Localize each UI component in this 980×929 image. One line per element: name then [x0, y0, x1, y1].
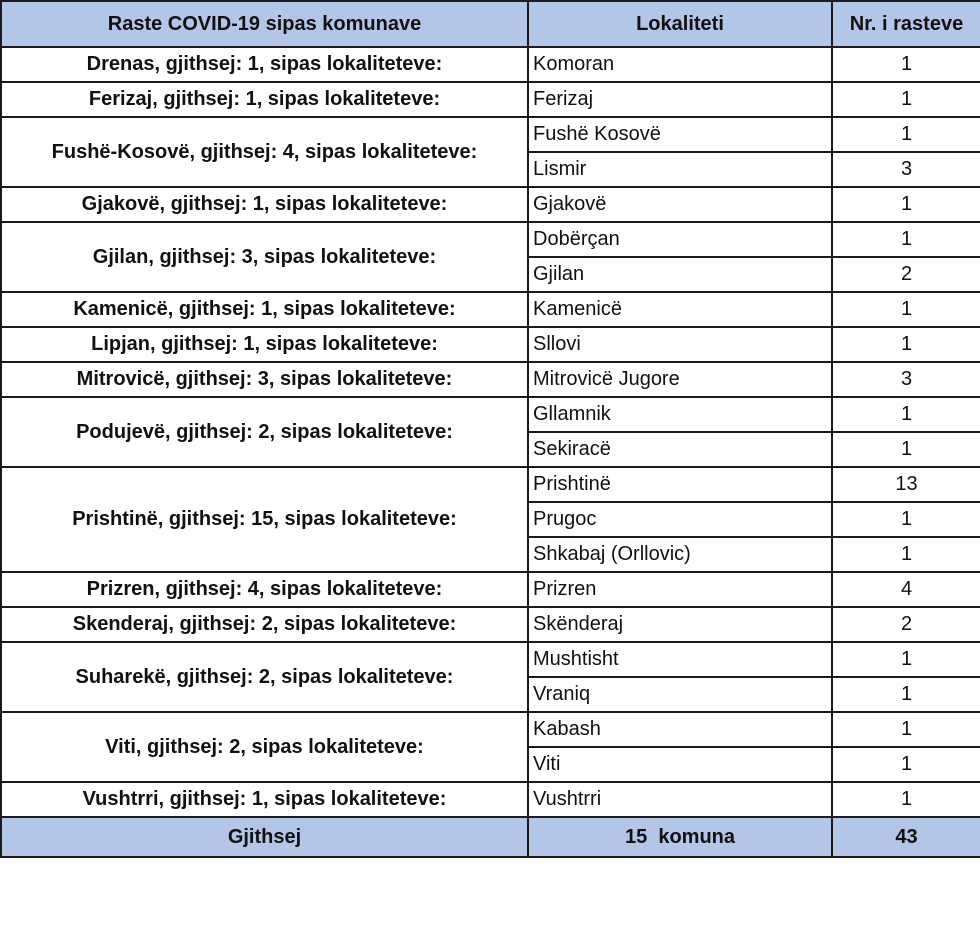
locality-cell: Skënderaj	[528, 607, 832, 642]
municipality-cell: Suharekë, gjithsej: 2, sipas lokaliteteve:	[1, 642, 528, 712]
table-row	[1, 782, 980, 817]
municipality-cell: Drenas, gjithsej: 1, sipas lokaliteteve:	[1, 47, 528, 82]
table-row	[1, 82, 980, 117]
locality-cell: Viti	[528, 747, 832, 782]
cases-cell: 1	[832, 187, 980, 222]
total-label: Gjithsej	[1, 817, 528, 857]
cases-cell: 1	[832, 537, 980, 572]
header-row	[1, 1, 980, 47]
locality-cell: Gjakovë	[528, 187, 832, 222]
table-row	[1, 117, 980, 152]
locality-cell: Komoran	[528, 47, 832, 82]
cases-cell: 1	[832, 397, 980, 432]
municipality-cell: Viti, gjithsej: 2, sipas lokaliteteve:	[1, 712, 528, 782]
table-row	[1, 397, 980, 432]
municipality-cell: Gjakovë, gjithsej: 1, sipas lokaliteteve:	[1, 187, 528, 222]
municipality-cell: Fushë-Kosovë, gjithsej: 4, sipas lokaliteteve:	[1, 117, 528, 187]
cases-cell: 1	[832, 677, 980, 712]
locality-cell: Sekiracë	[528, 432, 832, 467]
cases-cell: 1	[832, 327, 980, 362]
locality-cell: Mushtisht	[528, 642, 832, 677]
cases-cell: 2	[832, 257, 980, 292]
header-municipality: Raste COVID-19 sipas komunave	[1, 1, 528, 47]
table-row	[1, 327, 980, 362]
table-row	[1, 187, 980, 222]
locality-cell: Lismir	[528, 152, 832, 187]
locality-cell: Fushë Kosovë	[528, 117, 832, 152]
cases-cell: 1	[832, 747, 980, 782]
locality-cell: Vushtrri	[528, 782, 832, 817]
municipality-cell: Lipjan, gjithsej: 1, sipas lokaliteteve:	[1, 327, 528, 362]
table-row	[1, 467, 980, 502]
locality-cell: Gjilan	[528, 257, 832, 292]
municipality-cell: Prishtinë, gjithsej: 15, sipas lokaliteteve:	[1, 467, 528, 572]
table-row	[1, 362, 980, 397]
municipality-cell: Podujevë, gjithsej: 2, sipas lokaliteteve:	[1, 397, 528, 467]
table-row	[1, 607, 980, 642]
locality-cell: Dobërçan	[528, 222, 832, 257]
locality-cell: Vraniq	[528, 677, 832, 712]
cases-cell: 13	[832, 467, 980, 502]
cases-cell: 1	[832, 782, 980, 817]
total-cases: 43	[832, 817, 980, 857]
cases-cell: 3	[832, 152, 980, 187]
cases-cell: 1	[832, 117, 980, 152]
cases-cell: 1	[832, 502, 980, 537]
municipality-cell: Vushtrri, gjithsej: 1, sipas lokaliteteve:	[1, 782, 528, 817]
header-cases: Nr. i rasteve	[832, 1, 980, 47]
table-row	[1, 292, 980, 327]
locality-cell: Mitrovicë Jugore	[528, 362, 832, 397]
municipality-cell: Mitrovicë, gjithsej: 3, sipas lokaliteteve:	[1, 362, 528, 397]
cases-cell: 1	[832, 642, 980, 677]
cases-cell: 1	[832, 47, 980, 82]
locality-cell: Kamenicë	[528, 292, 832, 327]
cases-cell: 1	[832, 292, 980, 327]
total-row	[1, 817, 980, 857]
locality-cell: Ferizaj	[528, 82, 832, 117]
municipality-cell: Kamenicë, gjithsej: 1, sipas lokaliteteve:	[1, 292, 528, 327]
locality-cell: Prugoc	[528, 502, 832, 537]
cases-cell: 1	[832, 432, 980, 467]
cases-cell: 1	[832, 712, 980, 747]
municipality-cell: Gjilan, gjithsej: 3, sipas lokaliteteve:	[1, 222, 528, 292]
table-row	[1, 572, 980, 607]
locality-cell: Prizren	[528, 572, 832, 607]
header-locality: Lokaliteti	[528, 1, 832, 47]
table-row	[1, 642, 980, 677]
locality-cell: Gllamnik	[528, 397, 832, 432]
locality-cell: Prishtinë	[528, 467, 832, 502]
cases-cell: 2	[832, 607, 980, 642]
cases-cell: 1	[832, 222, 980, 257]
table-row	[1, 222, 980, 257]
total-municipalities: 15 komuna	[528, 817, 832, 857]
municipality-cell: Skenderaj, gjithsej: 2, sipas lokaliteteve:	[1, 607, 528, 642]
table-row	[1, 47, 980, 82]
table-row	[1, 712, 980, 747]
locality-cell: Sllovi	[528, 327, 832, 362]
locality-cell: Kabash	[528, 712, 832, 747]
municipality-cell: Prizren, gjithsej: 4, sipas lokaliteteve:	[1, 572, 528, 607]
municipality-cell: Ferizaj, gjithsej: 1, sipas lokaliteteve:	[1, 82, 528, 117]
cases-cell: 4	[832, 572, 980, 607]
table-body	[1, 47, 980, 817]
cases-cell: 1	[832, 82, 980, 117]
cases-cell: 3	[832, 362, 980, 397]
locality-cell: Shkabaj (Orllovic)	[528, 537, 832, 572]
